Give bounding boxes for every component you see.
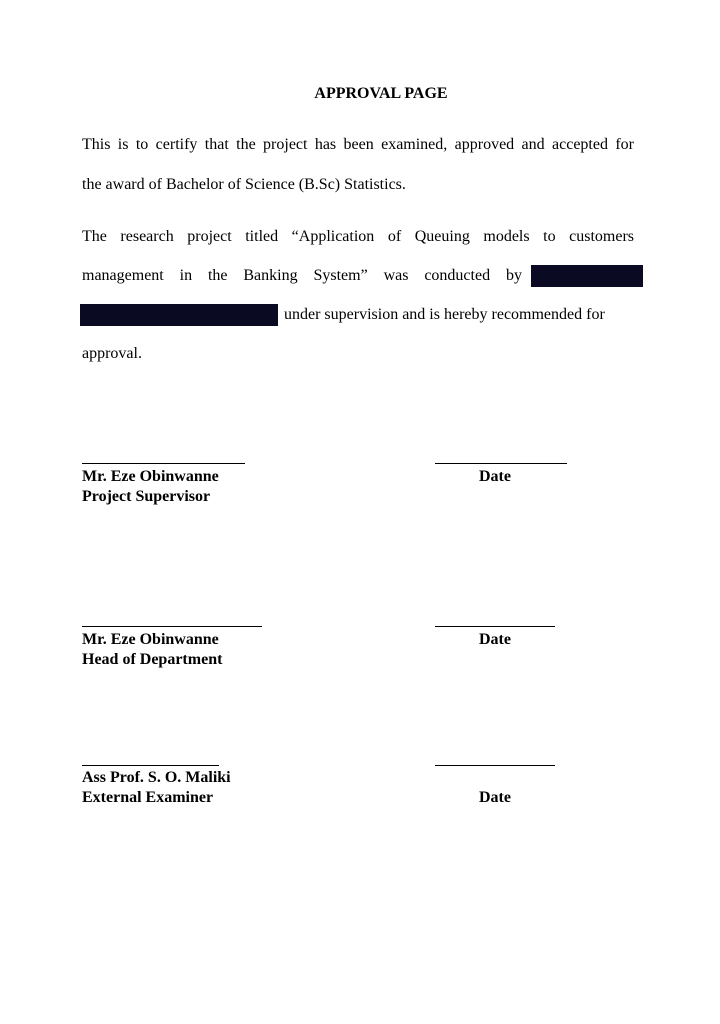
redaction-block <box>80 304 278 326</box>
word: was <box>383 267 409 284</box>
research-line-3 <box>80 304 635 326</box>
signatory-role: Head of Department <box>82 651 223 668</box>
signatory-name: Mr. Eze Obinwanne <box>82 468 219 485</box>
word: by <box>505 267 522 284</box>
date-line <box>435 626 555 627</box>
research-line-2-text <box>82 266 522 286</box>
word: System” <box>313 267 368 284</box>
certify-line-1: This is to certify that the project has been examined, approved and accepted for <box>82 136 634 153</box>
signature-line <box>82 463 245 464</box>
signatory-role: External Examiner <box>82 789 214 806</box>
word: management <box>82 267 164 284</box>
certify-line-2: the award of Bachelor of Science (B.Sc) Statistics. <box>82 176 406 193</box>
signatory-role: Project Supervisor <box>82 488 211 505</box>
research-line-2 <box>82 265 643 287</box>
word: conducted <box>424 267 491 284</box>
date-line <box>435 765 555 766</box>
word: the <box>207 267 228 284</box>
word: Banking <box>243 267 298 284</box>
research-line-3-text: under supervision and is hereby recommended for <box>284 306 605 323</box>
research-line-1: The research project titled “Application of Queuing models to customers <box>82 228 634 245</box>
date-label: Date <box>479 631 511 648</box>
signature-line <box>82 626 262 627</box>
date-label: Date <box>479 789 511 806</box>
date-label: Date <box>479 468 511 485</box>
page-title: APPROVAL PAGE <box>314 85 448 102</box>
signatory-name: Ass Prof. S. O. Maliki <box>82 769 231 786</box>
signature-line <box>82 765 219 766</box>
word: in <box>179 267 193 284</box>
signatory-name: Mr. Eze Obinwanne <box>82 631 219 648</box>
redaction-block <box>531 265 643 287</box>
date-line <box>435 463 567 464</box>
research-line-4: approval. <box>82 345 142 362</box>
